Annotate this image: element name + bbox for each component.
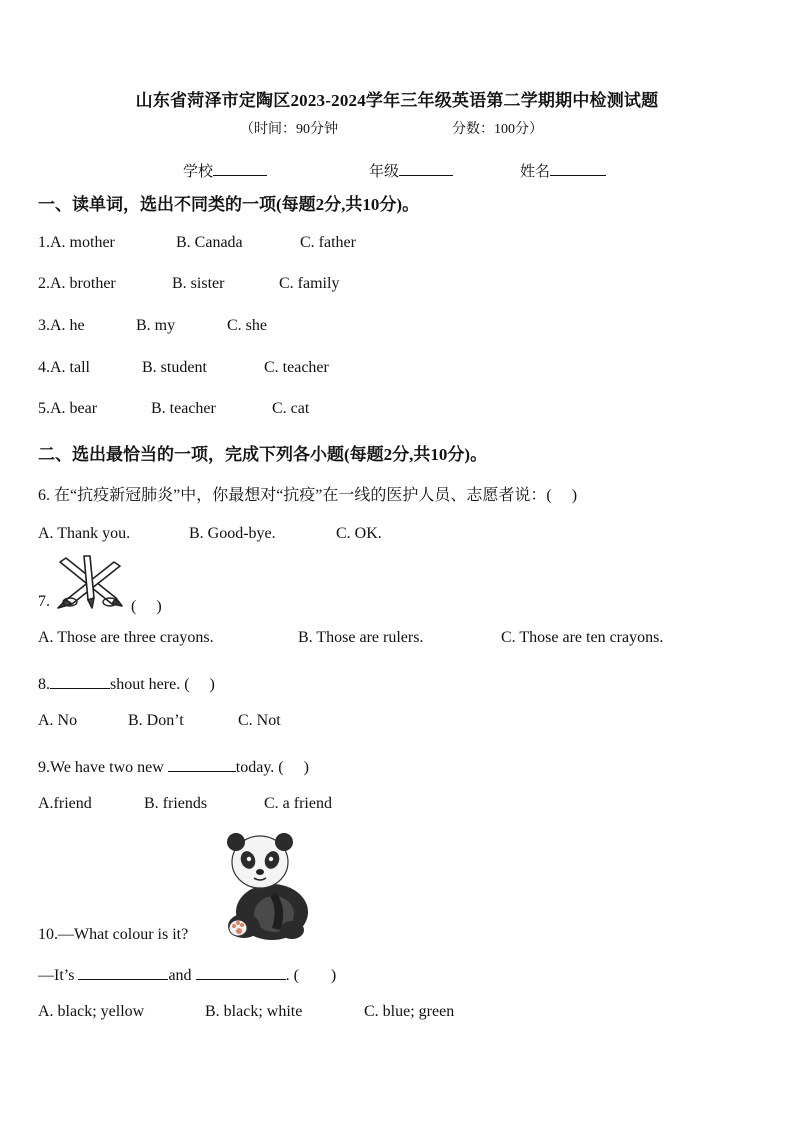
option-c: C. OK. [336, 525, 382, 542]
school-blank[interactable] [213, 161, 267, 176]
option-b: B. teacher [151, 400, 216, 417]
page-title: 山东省菏泽市定陶区2023-2024学年三年级英语第二学期期中检测试题 [135, 91, 659, 110]
question-7-num: 7. [38, 593, 50, 610]
option-a: A. brother [50, 275, 116, 292]
question-2: 2.A. brother B. sister C. family [38, 275, 340, 292]
answer-blank[interactable] [168, 757, 236, 772]
option-c: C. she [227, 317, 267, 334]
option-b: B. friends [144, 795, 208, 812]
grade-blank[interactable] [399, 161, 453, 176]
school-label: 学校 [183, 164, 214, 180]
exam-score: 分数：100分） [452, 122, 543, 137]
option-a: A. Thank you. [38, 525, 131, 542]
question-9: 9.We have two new today. ( ) [38, 759, 309, 776]
option-b: B. student [142, 359, 207, 376]
option-a: A. he [50, 317, 85, 334]
option-c: C. Not [238, 712, 281, 729]
option-a: A. No [38, 712, 78, 729]
option-a: A. mother [50, 234, 115, 251]
question-6-options [38, 525, 382, 543]
question-5: 5.A. bear B. teacher C. cat [38, 400, 310, 417]
option-a: A. tall [50, 359, 90, 376]
question-10-options [38, 1003, 455, 1021]
exam-time: （时间：90分钟 [240, 122, 338, 137]
section2-heading: 二、选出最恰当的一项，完成下列各小题(每题2分,共10分)。 [38, 445, 488, 464]
option-b: B. sister [172, 275, 225, 292]
option-a: A. Those are three crayons. [38, 629, 214, 646]
question-1: 1.A. mother B. Canada C. father [38, 234, 356, 251]
name-label: 姓名 [520, 164, 551, 180]
question-10-stem: 10.—What colour is it? [38, 926, 189, 943]
question-4: 4.A. tall B. student C. teacher [38, 359, 329, 376]
option-c: C. blue; green [364, 1003, 455, 1020]
question-9-options [38, 795, 332, 813]
option-b: B. Those are rulers. [298, 629, 424, 646]
question-3: 3.A. he B. my C. she [38, 317, 267, 334]
answer-blank-2[interactable] [196, 965, 286, 980]
question-8-options [38, 712, 281, 730]
school-field [183, 160, 267, 181]
option-c: C. family [279, 275, 340, 292]
panda-icon [218, 830, 314, 942]
section1-heading: 一、读单词，选出不同类的一项(每题2分,共10分)。 [38, 195, 420, 214]
name-blank[interactable] [550, 161, 606, 176]
option-b: B. my [136, 317, 176, 334]
crayons-icon [54, 554, 124, 610]
answer-blank-1[interactable] [78, 965, 168, 980]
question-6-stem: 6. 在“抗疫新冠肺炎”中，你最想对“抗疫”在一线的医护人员、志愿者说：( ) [38, 487, 578, 504]
option-a: A. bear [50, 400, 98, 417]
option-c: C. Those are ten crayons. [501, 629, 664, 646]
grade-field [369, 160, 453, 181]
option-c: C. teacher [264, 359, 329, 376]
grade-label: 年级 [369, 164, 400, 180]
option-b: B. Good-bye. [189, 525, 276, 542]
question-7-options [38, 629, 664, 647]
option-b: B. black; white [205, 1003, 303, 1020]
question-8: 8. shout here. ( ) [38, 676, 215, 693]
option-c: C. cat [272, 400, 310, 417]
option-a: A.friend [38, 795, 92, 812]
name-field [520, 160, 606, 181]
option-b: B. Canada [176, 234, 243, 251]
question-7-paren: ( ) [131, 598, 162, 615]
answer-blank[interactable] [50, 674, 110, 689]
option-b: B. Don’t [128, 712, 184, 729]
option-a: A. black; yellow [38, 1003, 145, 1020]
option-c: C. father [300, 234, 356, 251]
question-10-line2: —It’s and . ( ) [38, 967, 337, 984]
option-c: C. a friend [264, 795, 332, 812]
